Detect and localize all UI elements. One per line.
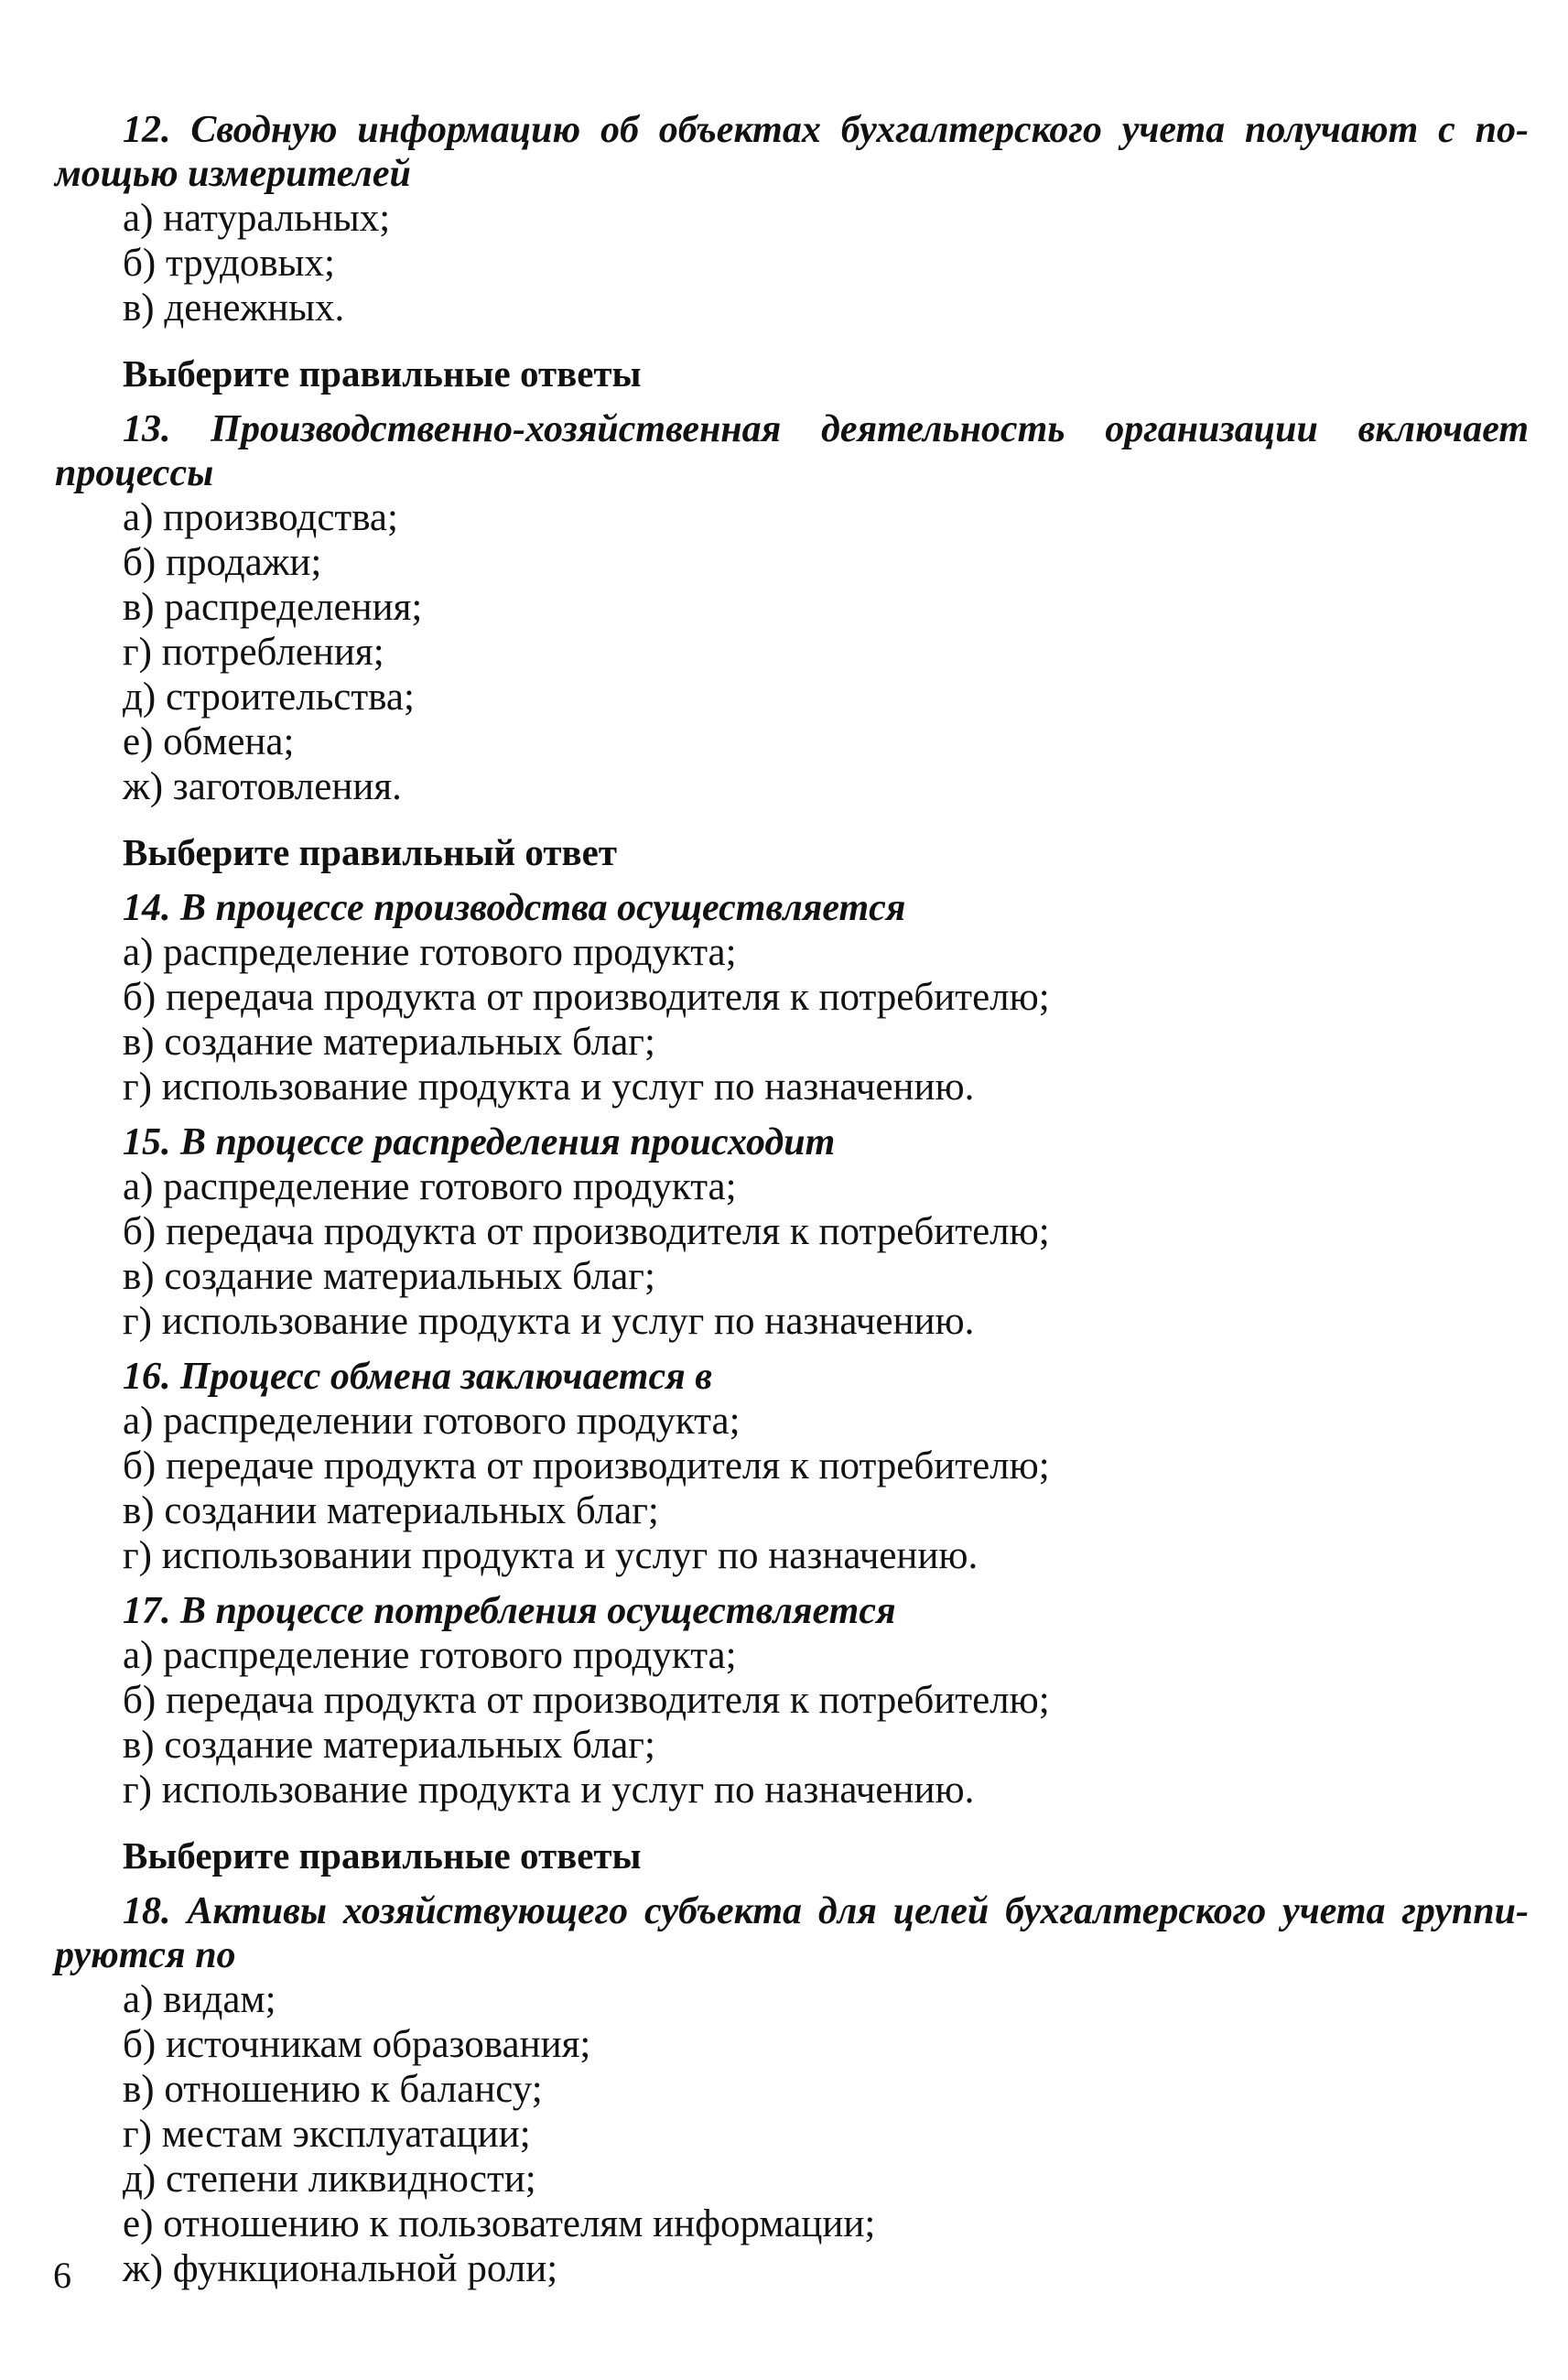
- options-15: [123, 1164, 1529, 1344]
- section-heading-multiple: Выберите правильные ответы: [123, 352, 642, 395]
- options-17: [123, 1633, 1529, 1812]
- section-heading-single: Выберите правильный ответ: [123, 831, 617, 873]
- option: в) создании материальных благ;: [123, 1489, 659, 1532]
- option: а) натуральных;: [123, 197, 391, 240]
- option: г) использование продукта и услуг по назначению.: [123, 1769, 975, 1812]
- page-number: 6: [53, 2255, 71, 2296]
- option: а) распределение готового продукта;: [123, 1165, 737, 1208]
- option: д) строительства;: [123, 676, 415, 719]
- question-18: 18. Активы хозяйствующего субъекта для целей бухгалтерского учета группи-руются по: [55, 1890, 1529, 1976]
- option: е) обмена;: [123, 720, 295, 763]
- option: в) распределения;: [123, 586, 423, 629]
- section-heading-multiple-2: Выберите правильные ответы: [123, 1834, 642, 1877]
- options-12: [123, 196, 1529, 330]
- options-14: [123, 930, 1529, 1109]
- question-15: 15. В процессе распределения происходит: [123, 1121, 836, 1163]
- question-12: 12. Сводную информацию об объектах бухгалтерского учета получают с по-мощью измерителей: [55, 109, 1529, 195]
- option: г) использовании продукта и услуг по назначению.: [123, 1534, 979, 1577]
- option: б) передаче продукта от производителя к потребителю;: [123, 1444, 1050, 1488]
- option: б) передача продукта от производителя к потребителю;: [123, 1679, 1050, 1722]
- option: ж) заготовления.: [123, 765, 402, 808]
- option: б) источникам образования;: [123, 2023, 591, 2066]
- option: в) отношению к балансу;: [123, 2068, 543, 2111]
- option: б) передача продукта от производителя к потребителю;: [123, 976, 1050, 1019]
- option: в) создание материальных благ;: [123, 1255, 655, 1298]
- option: а) распределение готового продукта;: [123, 931, 737, 974]
- option: г) использование продукта и услуг по назначению.: [123, 1300, 975, 1343]
- option: а) распределение готового продукта;: [123, 1634, 737, 1677]
- option: б) трудовых;: [123, 242, 336, 285]
- options-16: [123, 1399, 1529, 1578]
- option: а) производства;: [123, 496, 398, 539]
- options-18: [123, 1977, 1529, 2291]
- option: в) создание материальных благ;: [123, 1021, 655, 1064]
- question-17: 17. В процессе потребления осуществляется: [123, 1590, 896, 1632]
- option: а) видам;: [123, 1978, 276, 2021]
- options-13: [123, 495, 1529, 809]
- option: в) денежных.: [123, 287, 345, 330]
- option: е) отношению к пользователям информации;: [123, 2202, 876, 2245]
- option: г) потребления;: [123, 631, 384, 674]
- option: д) степени ликвидности;: [123, 2158, 536, 2201]
- page-content: [55, 108, 1529, 2291]
- option: а) распределении готового продукта;: [123, 1400, 741, 1443]
- question-16: 16. Процесс обмена заключается в: [123, 1356, 713, 1398]
- option: б) продажи;: [123, 541, 322, 584]
- question-14: 14. В процессе производства осуществляется: [123, 887, 906, 929]
- option: ж) функциональной роли;: [123, 2247, 558, 2290]
- question-13: 13. Производственно-хозяйственная деятельность организации включает процессы: [55, 408, 1529, 494]
- option: г) использование продукта и услуг по назначению.: [123, 1066, 975, 1109]
- option: в) создание материальных благ;: [123, 1724, 655, 1767]
- option: г) местам эксплуатации;: [123, 2113, 531, 2156]
- option: б) передача продукта от производителя к потребителю;: [123, 1210, 1050, 1253]
